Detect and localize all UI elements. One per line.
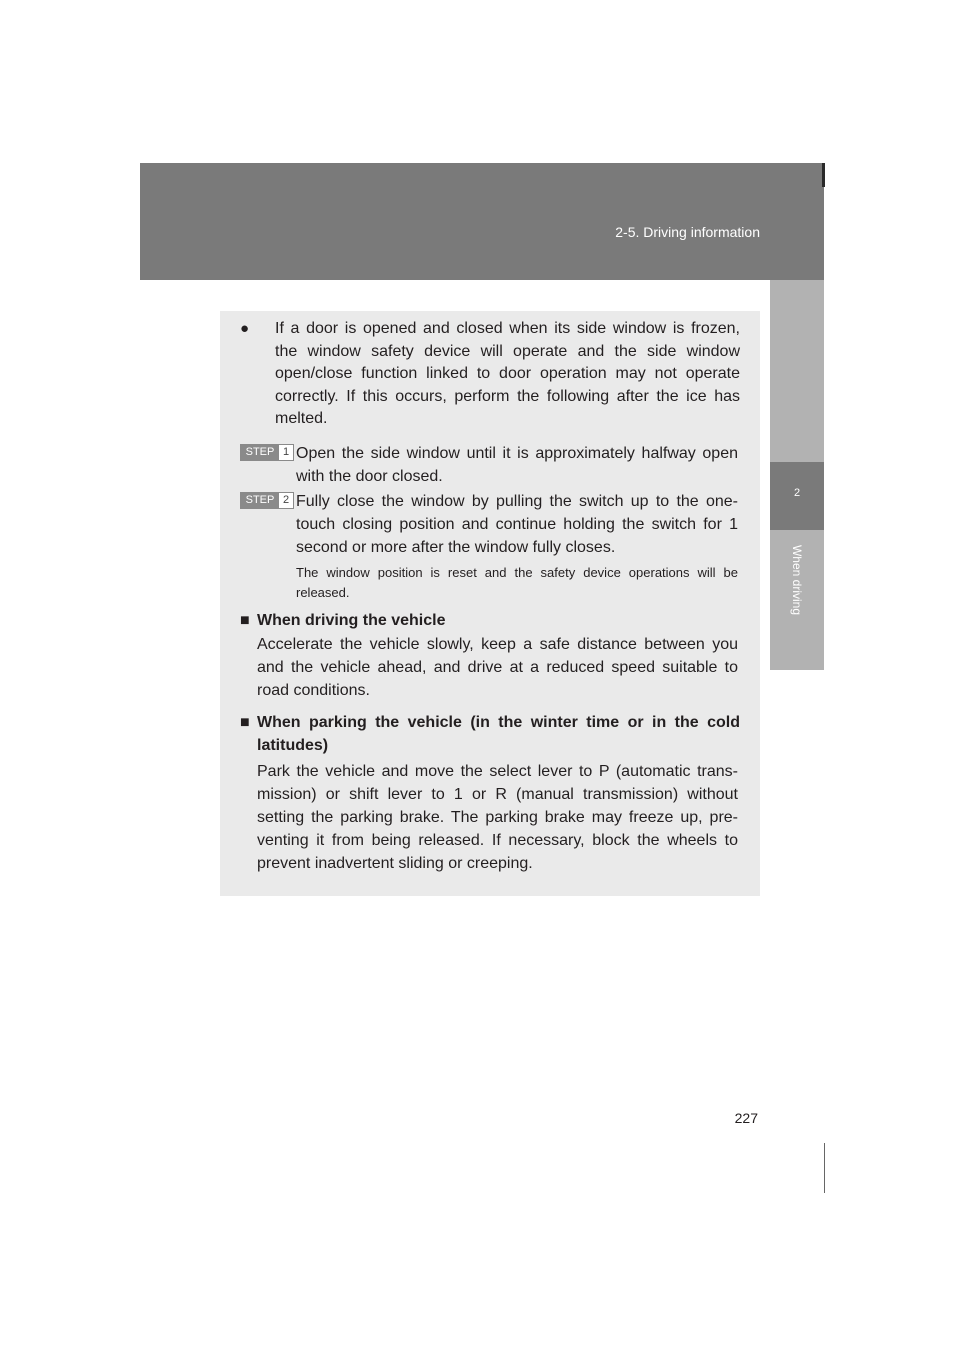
square-bullet-icon: ■ bbox=[240, 612, 250, 629]
section-title: 2-5. Driving information bbox=[615, 224, 760, 240]
square-bullet-icon: ■ bbox=[240, 714, 250, 731]
margin-rule bbox=[824, 1143, 825, 1193]
section-heading-label: When driving the vehicle bbox=[257, 612, 446, 629]
side-rail-top bbox=[770, 280, 824, 462]
page-number: 227 bbox=[734, 1110, 758, 1126]
section-heading-parking bbox=[240, 711, 740, 757]
step-note: The window position is reset and the safety device operations will be released. bbox=[296, 565, 738, 600]
section-body-parking: Park the vehicle and move the select lever to P (automatic trans-mission) or shift lever to 1 or R (manual transmission) without setting the parking brake. The parking brake may freeze up, pre-venting it from being released. If necessary, block the wheels to prevent inadvertent sliding or creeping. bbox=[257, 763, 738, 872]
chapter-label: When driving bbox=[790, 544, 804, 616]
step-badge-word: STEP bbox=[241, 445, 279, 460]
step-1-badge bbox=[240, 444, 294, 461]
header-band bbox=[140, 163, 824, 280]
chapter-number: 2 bbox=[793, 487, 801, 499]
section-heading-driving bbox=[240, 609, 740, 632]
step-2-badge bbox=[240, 492, 294, 509]
step-1-text: Open the side window until it is approximately halfway open with the door closed. bbox=[296, 445, 738, 485]
bullet-item bbox=[240, 318, 740, 431]
step-badge-number: 1 bbox=[282, 446, 290, 458]
step-badge-number: 2 bbox=[282, 494, 290, 506]
header-corner-mark bbox=[822, 163, 825, 187]
bullet-dot-icon: ● bbox=[240, 320, 250, 337]
step-badge-word: STEP bbox=[241, 493, 279, 508]
section-body-driving: Accelerate the vehicle slowly, keep a safe distance between you and the vehicle ahead, and drive at a reduced speed suitable to road conditions. bbox=[257, 636, 738, 699]
bullet-text: If a door is opened and closed when its side window is frozen, the window safety device will operate and the side window open/close function linked to door operation may not operate correctly. If this occurs, perform the following after the ice has melted. bbox=[275, 320, 740, 427]
section-heading-label: When parking the vehicle (in the winter time or in the cold latitudes) bbox=[257, 714, 740, 754]
step-2-text: Fully close the window by pulling the switch up to the one-touch closing position and continue holding the switch for 1 second or more after the window fully closes. bbox=[296, 493, 738, 556]
